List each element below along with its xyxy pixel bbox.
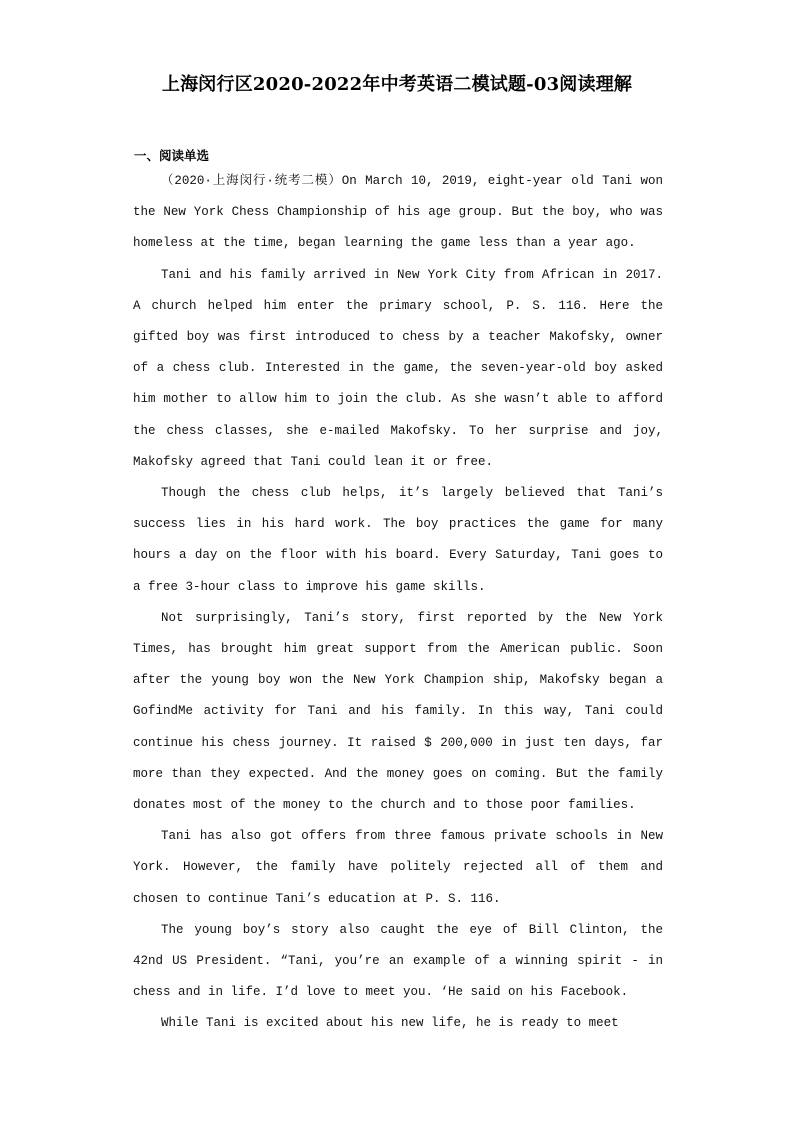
reading-passage <box>133 166 663 1040</box>
paragraph-7: While Tani is excited about his new life, he is ready to meet <box>161 1016 619 1031</box>
paragraph-1: （2020·上海闵行·统考二模）On March 10, 2019, eight-year old Tani won the New York Chess Championship of his age group. But the boy, who was homeless at the time, began learning the game less than a year ago. <box>133 174 663 251</box>
section-heading: 一、阅读单选 <box>134 148 210 163</box>
paragraph-6: The young boy’s story also caught the eye of Bill Clinton, the 42nd US President. “Tani, you’re an example of a winning spirit - in chess and in life. I’d love to meet you. ‘He said on his Facebook. <box>133 922 663 1000</box>
paragraph-5: Tani has also got offers from three famous private schools in New York. However, the family have politely rejected all of them and chosen to continue Tani’s education at P. S. 116. <box>133 829 663 906</box>
document-title: 上海闵行区2020-2022年中考英语二模试题-03阅读理解 <box>161 74 633 95</box>
paragraph-4: Not surprisingly, Tani’s story, first reported by the New York Times, has brought him great support from the American public. Soon after the young boy won the New York Champion ship, Makofsky began a GofindMe activity for Tani and his family. In this way, Tani could continue his chess journey. It raised $ 200,000 in just ten days, far more than they expected. And the money goes on coming. But the family donates most of the money to the church and to those poor families. <box>133 610 663 813</box>
paragraph-3: Though the chess club helps, it’s largely believed that Tani’s success lies in his hard work. The boy practices the game for many hours a day on the floor with his board. Every Saturday, Tani goes to a free 3-hour class to improve his game skills. <box>133 486 663 594</box>
paragraph-2: Tani and his family arrived in New York City from African in 2017. A church helped him enter the primary school, P. S. 116. Here the gifted boy was first introduced to chess by a teacher Makofsky, owner of a chess club. Interested in the game, the seven-year-old boy asked him mother to allow him to join the club. As she wasn’t able to afford the chess classes, she e-mailed Makofsky. To her surprise and joy, Makofsky agreed that Tani could lean it or free. <box>133 267 663 469</box>
